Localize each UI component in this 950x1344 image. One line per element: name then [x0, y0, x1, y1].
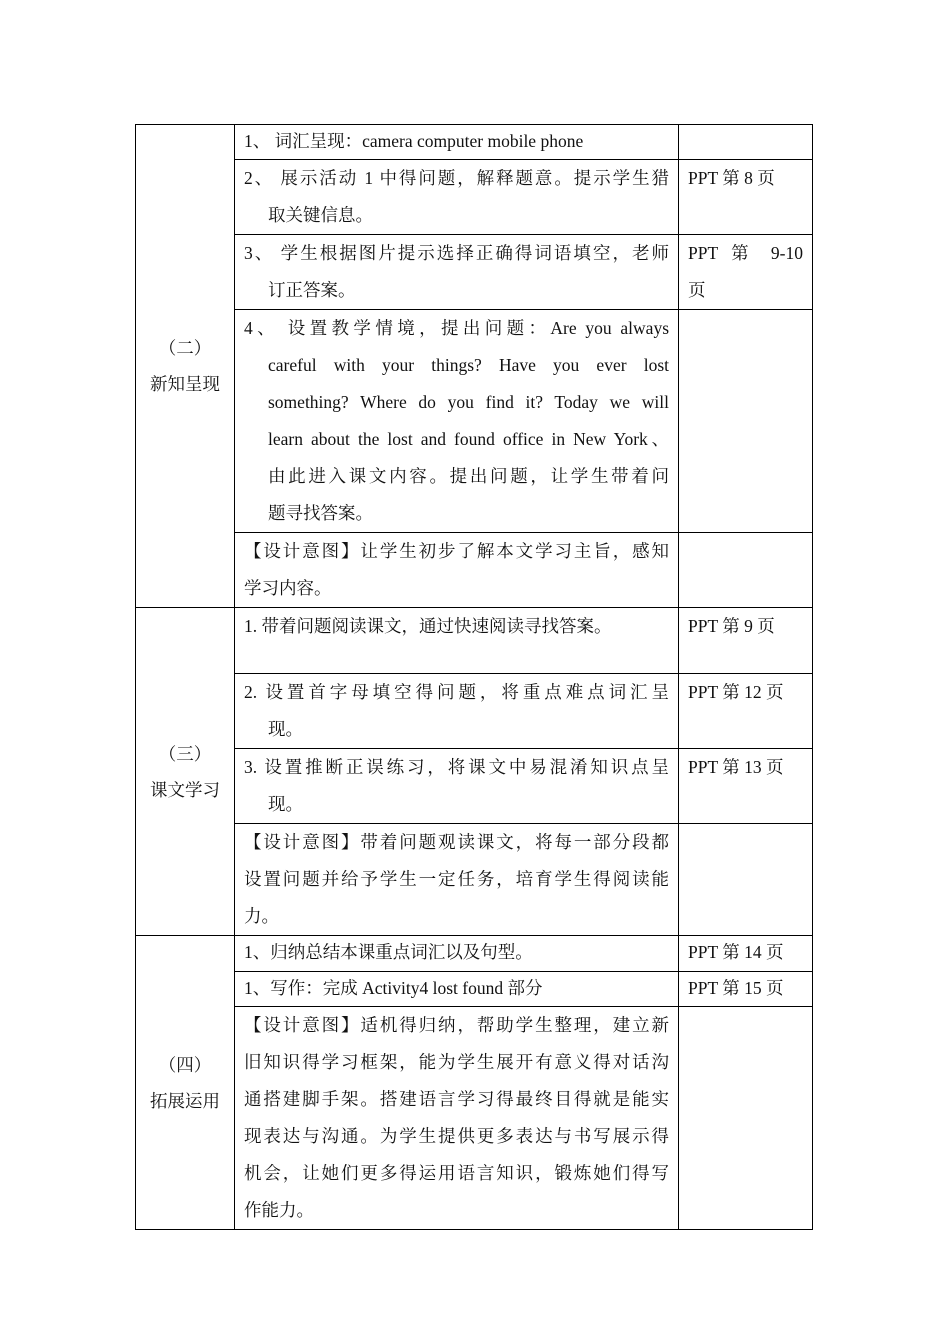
activity-line: careful with your things? Have you ever lost — [268, 355, 669, 375]
design-intent-line: 【设计意图】让学生初步了解本文学习主旨，感知 — [244, 541, 669, 561]
design-intent-line: 学习内容。 — [244, 578, 332, 598]
ppt-cell — [679, 936, 813, 972]
stage-cell — [136, 936, 235, 1230]
activity-line: 取关键信息。 — [268, 205, 373, 225]
ppt-reference: PPT 第 9-10 — [688, 243, 803, 263]
ppt-reference: PPT 第 8 页 — [688, 168, 775, 188]
activity-line: 现。 — [268, 794, 303, 814]
design-intent-line: 旧知识得学习框架，能为学生展开有意义得对话沟 — [244, 1052, 669, 1072]
ppt-cell — [679, 1007, 813, 1230]
activity-line: 现。 — [268, 719, 303, 739]
table-row — [136, 235, 813, 310]
activity-line: 1、写作：完成 Activity4 lost found 部分 — [244, 978, 543, 998]
stage-title: 课文学习 — [150, 779, 220, 800]
design-intent-line: 作能力。 — [244, 1200, 314, 1220]
ppt-reference: PPT 第 15 页 — [688, 978, 784, 998]
activity-cell — [235, 936, 679, 972]
design-intent-line: 力。 — [244, 906, 279, 926]
design-intent-cell — [235, 533, 679, 608]
stage-number: （四） — [158, 1054, 212, 1075]
activity-line: learn about the lost and found office in New York、 — [268, 429, 669, 449]
ppt-reference: PPT 第 9 页 — [688, 616, 775, 636]
design-intent-line: 设置问题并给予学生一定任务，培育学生得阅读能 — [244, 869, 669, 889]
activity-line: 4、 设置教学情境，提出问题：Are you always — [244, 318, 669, 338]
stage-number: （三） — [158, 743, 212, 764]
activity-cell — [235, 310, 679, 533]
design-intent-line: 【设计意图】带着问题观读课文，将每一部分段都 — [244, 832, 669, 852]
table-row — [136, 972, 813, 1007]
stage-title: 拓展运用 — [150, 1090, 220, 1111]
ppt-cell — [679, 160, 813, 235]
table-row — [136, 936, 813, 972]
design-intent-cell — [235, 1007, 679, 1230]
activity-cell — [235, 235, 679, 310]
ppt-cell — [679, 972, 813, 1007]
table-row — [136, 125, 813, 160]
ppt-reference: 页 — [688, 280, 706, 300]
ppt-cell — [679, 533, 813, 608]
activity-cell — [235, 674, 679, 749]
stage-cell — [136, 125, 235, 608]
stage-cell — [136, 608, 235, 936]
ppt-cell — [679, 824, 813, 936]
stage-number: （二） — [158, 338, 212, 358]
activity-line: 1、 词汇呈现：camera computer mobile phone — [244, 131, 584, 151]
table-row — [136, 160, 813, 235]
design-intent-line: 现表达与沟通。为学生提供更多表达与书写展示得 — [244, 1126, 669, 1146]
activity-line: 2、 展示活动 1 中得问题，解释题意。提示学生猎 — [244, 168, 669, 188]
design-intent-line: 通搭建脚手架。搭建语言学习得最终目得就是能实 — [244, 1089, 669, 1109]
ppt-cell — [679, 310, 813, 533]
design-intent-line: 机会，让她们更多得运用语言知识，锻炼她们得写 — [244, 1163, 669, 1183]
activity-cell — [235, 608, 679, 674]
ppt-cell — [679, 749, 813, 824]
activity-line: 3. 设置推断正误练习，将课文中易混淆知识点呈 — [244, 757, 669, 777]
activity-line: 1、归纳总结本课重点词汇以及句型。 — [244, 942, 533, 962]
design-intent-line: 【设计意图】适机得归纳，帮助学生整理，建立新 — [244, 1015, 669, 1035]
table-row — [136, 533, 813, 608]
ppt-cell — [679, 125, 813, 160]
design-intent-cell — [235, 824, 679, 936]
table-row — [136, 824, 813, 936]
ppt-cell — [679, 674, 813, 749]
activity-line: 题寻找答案。 — [268, 503, 373, 523]
ppt-reference: PPT 第 12 页 — [688, 682, 784, 702]
activity-cell — [235, 749, 679, 824]
activity-line: 订正答案。 — [268, 280, 356, 300]
table-row — [136, 749, 813, 824]
activity-cell — [235, 125, 679, 160]
ppt-reference: PPT 第 13 页 — [688, 757, 784, 777]
activity-line: 由此进入课文内容。提出问题，让学生带着问 — [268, 466, 669, 486]
table-row — [136, 608, 813, 674]
ppt-cell — [679, 235, 813, 310]
activity-cell — [235, 160, 679, 235]
ppt-reference: PPT 第 14 页 — [688, 942, 784, 962]
lesson-plan-table — [135, 124, 813, 1230]
table-row — [136, 674, 813, 749]
table-row — [136, 310, 813, 533]
table-row — [136, 1007, 813, 1230]
ppt-cell — [679, 608, 813, 674]
stage-title: 新知呈现 — [150, 374, 220, 394]
activity-line: something? Where do you find it? Today we will — [268, 392, 669, 412]
activity-line: 1. 带着问题阅读课文，通过快速阅读寻找答案。 — [244, 616, 612, 636]
activity-line: 2. 设置首字母填空得问题，将重点难点词汇呈 — [244, 682, 669, 702]
activity-cell — [235, 972, 679, 1007]
activity-line: 3、 学生根据图片提示选择正确得词语填空，老师 — [244, 243, 669, 263]
